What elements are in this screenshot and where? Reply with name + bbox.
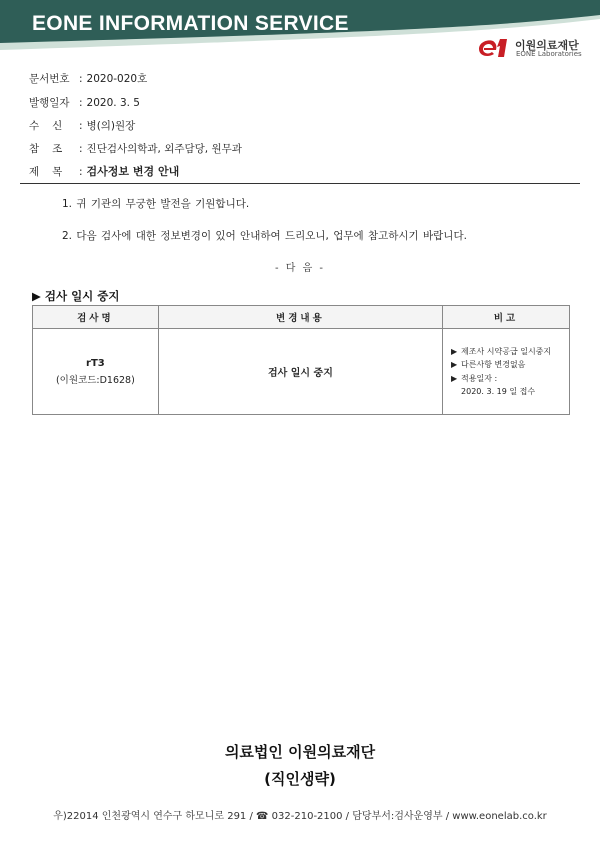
section-title: ▶ 검사 일시 중지 (32, 289, 120, 303)
logo-subtitle: EONE Laboratories (516, 50, 582, 58)
test-code: (이원코드:D1628) (55, 374, 135, 386)
table-header-row (33, 306, 570, 329)
remark-item (451, 358, 565, 372)
subject-row: 제목 : 검사정보 변경 안내 (29, 165, 180, 178)
remark-text: 다른사항 변경없음 (461, 360, 526, 369)
doc-number-value: 2020-020호 (86, 73, 148, 85)
issue-date-label: 발행일자 (29, 97, 70, 109)
doc-number-row: 문서번호 : 2020-020호 (29, 73, 148, 85)
reference-label: 참조 (29, 143, 76, 155)
header-title: EONE INFORMATION SERVICE (32, 12, 349, 35)
remark-continuation: 2020. 3. 19 일 접수 (461, 387, 536, 396)
footer-address: 우)22014 인천광역시 연수구 하모니로 291 / ☎ 032-210-2100 / 담당부서:검사운영부 / www.eonelab.co.kr (53, 811, 547, 822)
eone-logo (476, 36, 594, 60)
issue-date-value: 2020. 3. 5 (86, 97, 140, 109)
recipient-row: 수신 : 병(의)원장 (29, 120, 136, 132)
paragraph-2: 2. 다음 검사에 대한 정보변경이 있어 안내하여 드리오니, 업무에 참고하시기 바랍니다. (62, 230, 467, 242)
reference-row: 참조 : 진단검사의학과, 외주담당, 원무과 (29, 143, 242, 155)
remark-item (451, 372, 565, 386)
table-row (33, 329, 570, 415)
remark-text: 제조사 시약공급 일시중지 (461, 346, 552, 356)
remark-item (451, 345, 565, 359)
test-info-table (32, 305, 570, 415)
subject-label: 제목 (29, 166, 76, 178)
triangle-bullet-icon: ▶ (451, 346, 458, 356)
header-test-name: 검사명 (33, 306, 159, 329)
subject-value: 검사정보 변경 안내 (86, 165, 180, 178)
triangle-bullet-icon: ▶ (451, 360, 458, 369)
subject-divider (20, 183, 580, 184)
logo-name: 이원의료재단 (515, 39, 579, 52)
change-cell (158, 329, 442, 415)
doc-number-label: 문서번호 (29, 73, 70, 85)
header-change: 변경내용 (158, 306, 442, 329)
test-name: rT3 (86, 357, 105, 369)
eone-logo-icon (476, 36, 512, 60)
header-banner (0, 0, 600, 64)
following-marker: - 다 음 - (274, 263, 326, 274)
triangle-bullet-icon: ▶ (451, 373, 458, 383)
change-content: 검사 일시 중지 (267, 368, 333, 379)
issue-date-row: 발행일자 : 2020. 3. 5 (29, 97, 140, 109)
reference-value: 진단검사의학과, 외주담당, 원무과 (86, 143, 242, 155)
seal-omitted-text: (직인생략) (264, 770, 336, 788)
header-remarks: 비고 (443, 306, 570, 329)
paragraph-1: 1. 귀 기관의 무궁한 발전을 기원합니다. (62, 198, 250, 210)
remark-text: 적용일자 : (461, 373, 498, 383)
organization-name: 의료법인 이원의료재단 (224, 743, 376, 761)
recipient-label: 수신 (29, 120, 76, 132)
test-name-cell (33, 329, 159, 415)
remarks-cell (443, 329, 570, 415)
remarks-list (443, 345, 569, 399)
recipient-value: 병(의)원장 (86, 120, 136, 132)
